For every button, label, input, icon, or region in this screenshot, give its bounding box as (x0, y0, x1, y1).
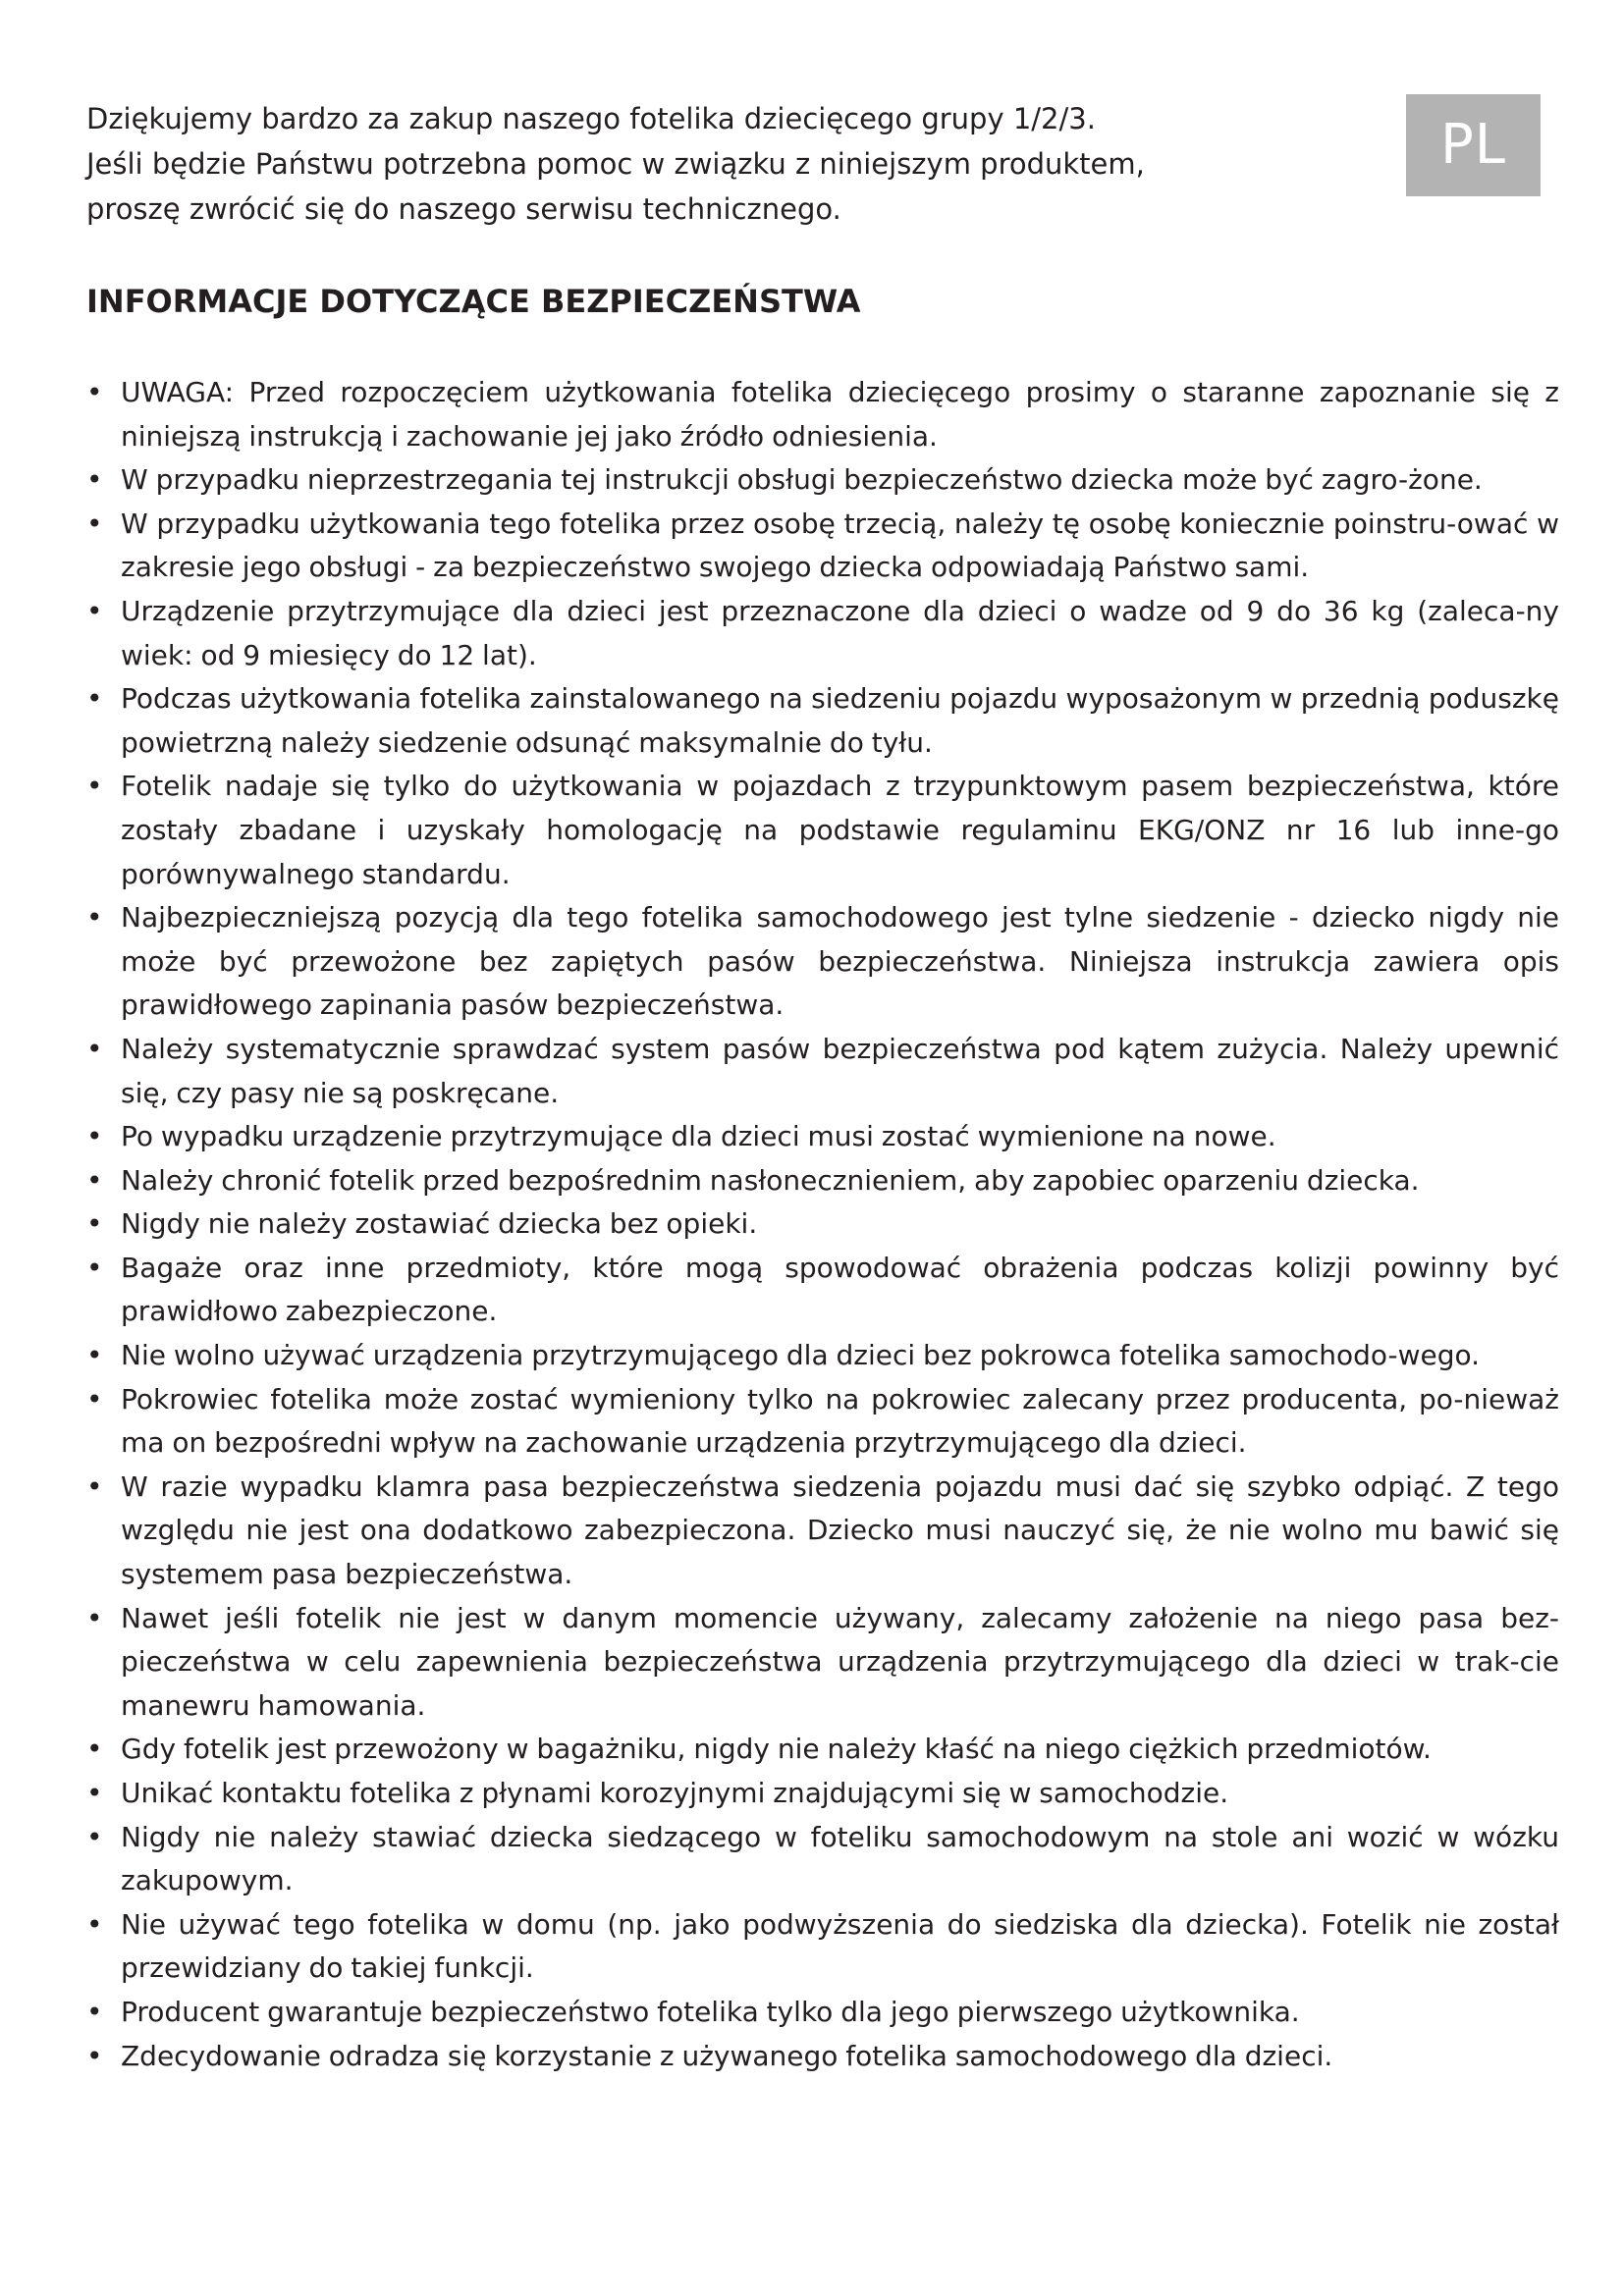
bullet-text: Nigdy nie należy zostawiać dziecka bez opieki. (121, 1207, 758, 1241)
list-item (86, 1991, 1559, 2035)
list-item (86, 1772, 1559, 1816)
intro-line: proszę zwrócić się do naszego serwisu technicznego. (86, 192, 841, 226)
list-item (86, 1903, 1559, 1991)
bullet-icon: • (86, 1820, 103, 1853)
intro-line: Dziękujemy bardzo za zakup naszego fotelika dziecięcego grupy 1/2/3. (86, 102, 1096, 135)
bullet-text: Nie wolno używać urządzenia przytrzymującego dla dzieci bez pokrowca fotelika samochodo-wego. (121, 1339, 1481, 1372)
bullet-icon: • (86, 1207, 103, 1241)
list-item (86, 896, 1559, 1028)
bullet-text: Zdecydowanie odradza się korzystanie z używanego fotelika samochodowego dla dzieci. (121, 2039, 1333, 2072)
bullet-icon: • (86, 1733, 103, 1766)
bullet-text: Należy chronić fotelik przed bezpośrednim nasłonecznieniem, aby zapobiec oparzeniu dziecka. (121, 1163, 1420, 1197)
bullet-icon: • (86, 1995, 103, 2028)
bullet-text: Nawet jeśli fotelik nie jest w danym momencie używany, zalecamy założenie na niego pasa bez-pieczeństwa w celu zapewnienia bezpieczeństwa urządzenia przytrzymującego dla dzieci w trak-cie manewru hamowania. (121, 1601, 1559, 1722)
bullet-icon: • (86, 770, 103, 803)
bullet-icon: • (86, 376, 103, 408)
list-item (86, 1159, 1559, 1203)
list-item (86, 677, 1559, 765)
bullet-icon: • (86, 2039, 103, 2072)
bullet-icon: • (86, 1251, 103, 1284)
bullet-text: Bagaże oraz inne przedmioty, które mogą spowodować obrażenia podczas kolizji powinny być prawidłowo zabezpieczone. (121, 1251, 1559, 1328)
list-item (86, 1202, 1559, 1247)
bullet-icon: • (86, 1032, 103, 1065)
list-item (86, 371, 1559, 458)
bullet-text: Należy systematycznie sprawdzać system pasów bezpieczeństwa pod kątem zużycia. Należy upewnić się, czy pasy nie są poskręcane. (121, 1032, 1559, 1109)
safety-bullet-list (86, 371, 1559, 2078)
list-item (86, 765, 1559, 896)
list-item (86, 1728, 1559, 1772)
section-title: INFORMACJE DOTYCZĄCE BEZPIECZEŃSTWA (86, 283, 861, 320)
list-item (86, 1466, 1559, 1597)
bullet-icon: • (86, 1469, 103, 1503)
intro-line: Jeśli będzie Państwu potrzebna pomoc w związku z niniejszym produktem, (86, 147, 1145, 181)
bullet-text: Producent gwarantuje bezpieczeństwo fotelika tylko dla jego pierwszego użytkownika. (121, 1995, 1300, 2028)
bullet-text: Nie używać tego fotelika w domu (np. jako podwyższenia do siedziska dla dziecka). Fotelik nie został przewidziany do takiej funkcji. (121, 1907, 1559, 1985)
list-item (86, 1378, 1559, 1466)
bullet-text: W przypadku nieprzestrzegania tej instrukcji obsługi bezpieczeństwo dziecka może być zagro-żone. (121, 463, 1483, 497)
bullet-icon: • (86, 507, 103, 540)
list-item (86, 1247, 1559, 1334)
list-item (86, 1597, 1559, 1729)
bullet-text: Pokrowiec fotelika może zostać wymieniony tylko na pokrowiec zalecany przez producenta, po-nieważ ma on bezpośredni wpływ na zachowanie urządzenia przytrzymującego dla dzieci. (121, 1382, 1559, 1460)
list-item (86, 590, 1559, 677)
bullet-text: Podczas użytkowania fotelika zainstalowanego na siedzeniu pojazdu wyposażonym w przednią poduszkę powietrzną należy siedzenie odsunąć maksymalnie do tyłu. (121, 682, 1559, 759)
bullet-text: Najbezpieczniejszą pozycją dla tego fotelika samochodowego jest tylne siedzenie - dziecko nigdy nie może być przewożone bez zapiętych pasów bezpieczeństwa. Niniejsza instrukcja zawiera opis prawidłowego zapinania pasów bezpieczeństwa. (121, 901, 1559, 1022)
bullet-icon: • (86, 594, 103, 627)
bullet-text: Unikać kontaktu fotelika z płynami korozyjnymi znajdującymi się w samochodzie. (121, 1777, 1229, 1809)
intro-paragraph (86, 96, 1265, 232)
bullet-icon: • (86, 682, 103, 716)
bullet-text: Urządzenie przytrzymujące dla dzieci jest przeznaczone dla dzieci o wadze od 9 do 36 kg (zaleca-ny wiek: od 9 miesięcy do 12 lat). (121, 594, 1559, 671)
bullet-text: Gdy fotelik jest przewożony w bagażniku, nigdy nie należy kłaść na niego ciężkich przedmiotów. (121, 1733, 1432, 1766)
bullet-text: Po wypadku urządzenie przytrzymujące dla dzieci musi zostać wymienione na nowe. (121, 1120, 1276, 1153)
bullet-icon: • (86, 463, 103, 497)
bullet-text: W razie wypadku klamra pasa bezpieczeństwa siedzenia pojazdu musi dać się szybko odpiąć. Z tego względu nie jest ona dodatkowo zabezpieczona. Dziecko musi nauczyć się, że nie wolno mu bawić się systemem pasa bezpieczeństwa. (121, 1469, 1559, 1591)
list-item (86, 503, 1559, 590)
bullet-icon: • (86, 1777, 103, 1809)
bullet-icon: • (86, 1601, 103, 1634)
list-item (86, 2035, 1559, 2079)
bullet-icon: • (86, 1339, 103, 1372)
bullet-text: Fotelik nadaje się tylko do użytkowania w pojazdach z trzypunktowym pasem bezpieczeństwa, które zostały zbadane i uzyskały homologację na podstawie regulaminu EKG/ONZ nr 16 lub inne-go porównywalnego standardu. (121, 770, 1559, 890)
bullet-icon: • (86, 1382, 103, 1415)
language-badge: PL (1406, 94, 1541, 196)
bullet-icon: • (86, 901, 103, 934)
bullet-icon: • (86, 1120, 103, 1153)
list-item (86, 1028, 1559, 1115)
list-item (86, 1334, 1559, 1378)
bullet-text: W przypadku użytkowania tego fotelika przez osobę trzecią, należy tę osobę koniecznie poinstru-ować w zakresie jego obsługi - za bezpieczeństwo swojego dziecka odpowiadają Państwo sami. (121, 507, 1559, 584)
bullet-text: Nigdy nie należy stawiać dziecka siedzącego w foteliku samochodowym na stole ani wozić w wózku zakupowym. (121, 1820, 1559, 1897)
list-item (86, 1816, 1559, 1903)
list-item (86, 1115, 1559, 1159)
bullet-icon: • (86, 1907, 103, 1941)
list-item (86, 458, 1559, 503)
bullet-text: UWAGA: Przed rozpoczęciem użytkowania fotelika dziecięcego prosimy o staranne zapoznanie się z niniejszą instrukcją i zachowanie jej jako źródło odniesienia. (121, 376, 1559, 453)
bullet-icon: • (86, 1163, 103, 1197)
